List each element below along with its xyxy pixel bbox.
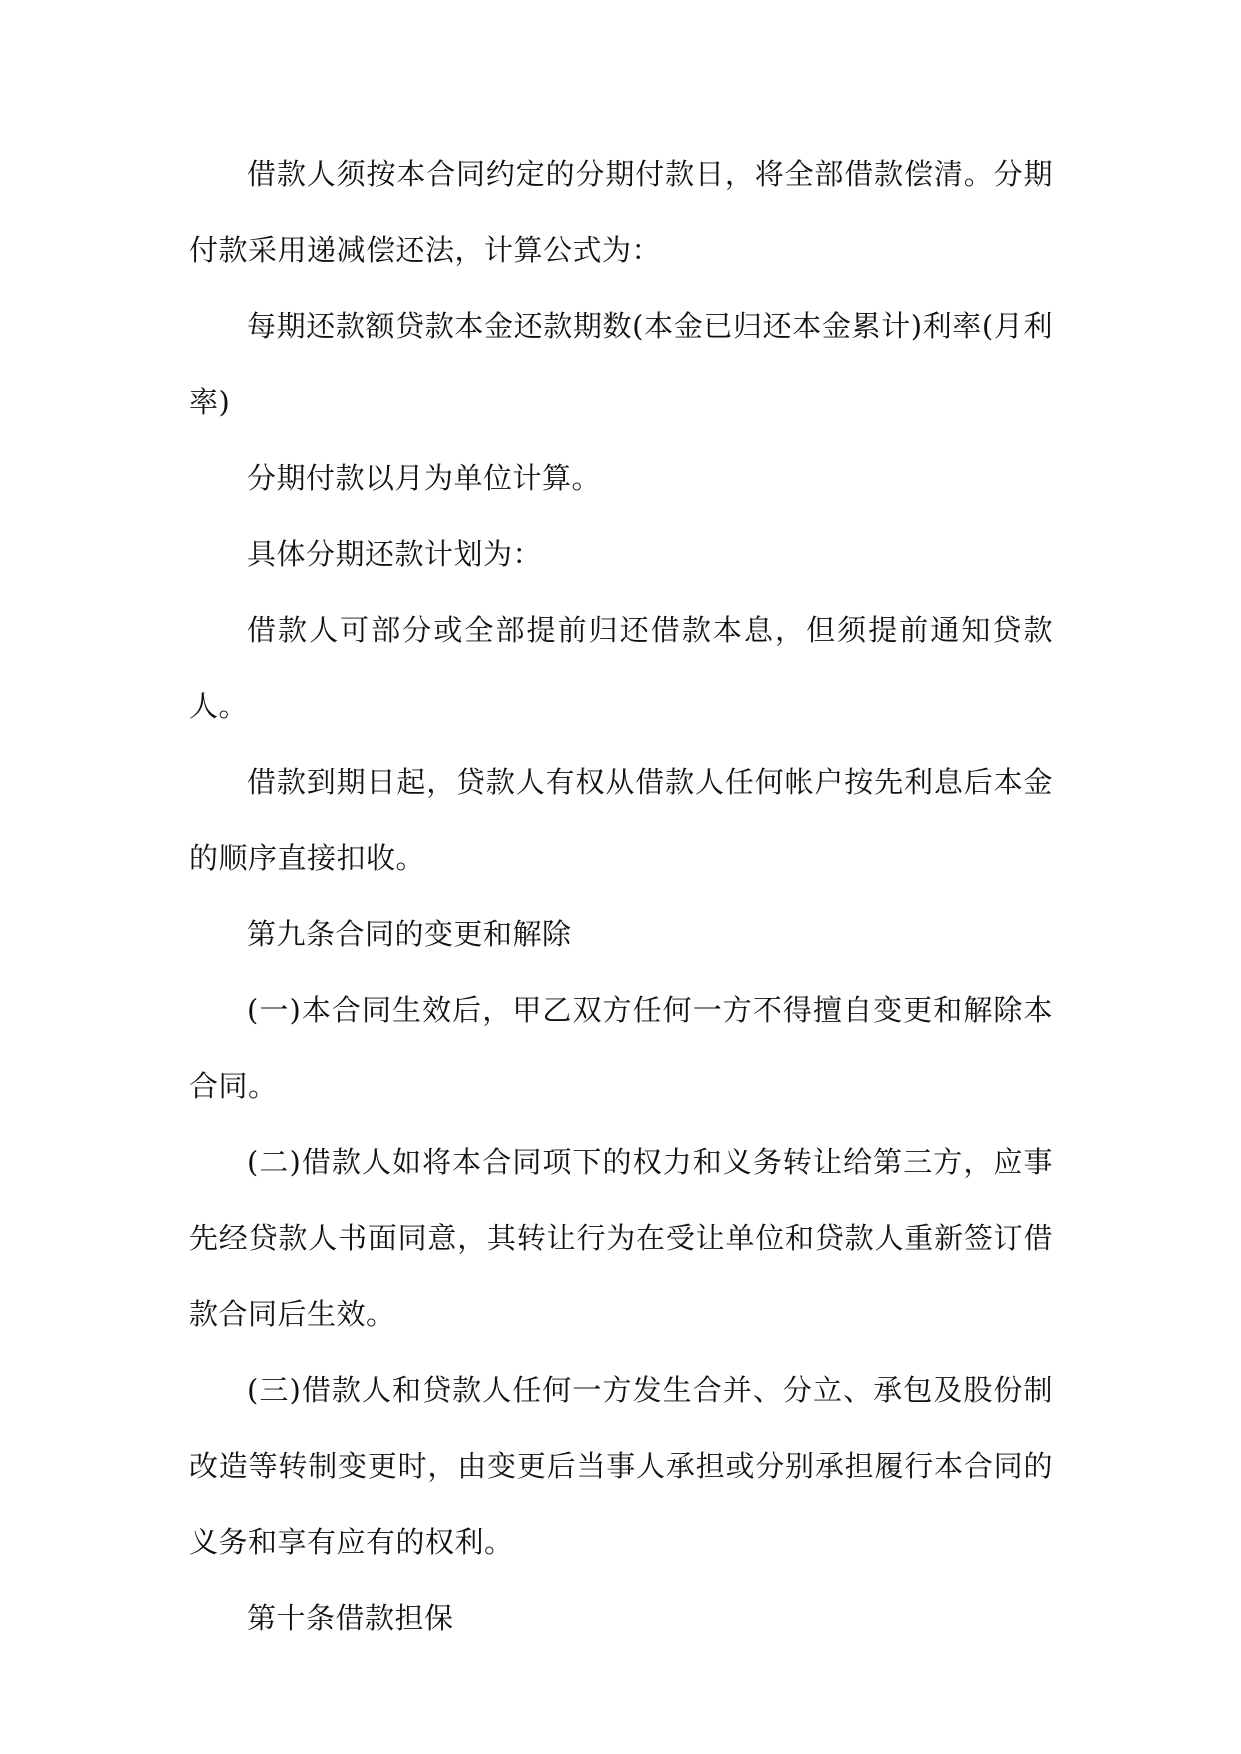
document-body [189,136,1053,1656]
paragraph-clause-two: (二)借款人如将本合同项下的权力和义务转让给第三方，应事先经贷款人书面同意，其转让行为在受让单位和贷款人重新签订借款合同后生效。 [189,1145,1053,1331]
paragraph-clause-three: (三)借款人和贷款人任何一方发生合并、分立、承包及股份制改造等转制变更时，由变更后当事人承担或分别承担履行本合同的义务和享有应有的权利。 [189,1373,1053,1559]
paragraph-monthly-unit: 分期付款以月为单位计算。 [247,461,602,495]
heading-article-nine: 第九条合同的变更和解除 [247,917,572,951]
heading-article-ten: 第十条借款担保 [247,1601,454,1635]
paragraph-direct-deduction: 借款到期日起，贷款人有权从借款人任何帐户按先利息后本金的顺序直接扣收。 [189,765,1053,875]
paragraph-formula: 每期还款额贷款本金还款期数(本金已归还本金累计)利率(月利率) [189,309,1053,419]
paragraph-early-repayment: 借款人可部分或全部提前归还借款本息，但须提前通知贷款人。 [189,613,1053,723]
paragraph-clause-one: (一)本合同生效后，甲乙双方任何一方不得擅自变更和解除本合同。 [189,993,1053,1103]
paragraph-installment-plan: 具体分期还款计划为： [247,537,543,571]
paragraph-repayment-schedule: 借款人须按本合同约定的分期付款日，将全部借款偿清。分期付款采用递减偿还法，计算公式为： [189,157,1053,267]
